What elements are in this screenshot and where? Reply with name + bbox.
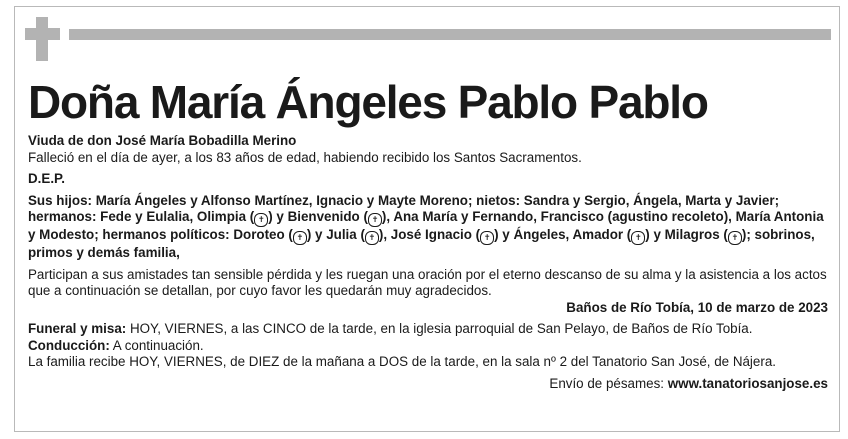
cross-icon-bar: [25, 28, 60, 40]
deceased-name: Doña María Ángeles Pablo Pablo: [28, 76, 708, 128]
cross-icon: ✝: [631, 231, 645, 245]
family-text: ) y Julia (: [306, 227, 365, 242]
cross-icon: ✝: [480, 231, 494, 245]
widow-line: Viuda de don José María Bobadilla Merino: [28, 133, 297, 148]
condolences-label: Envío de pésames:: [549, 375, 668, 391]
header-bar: [69, 29, 831, 40]
cross-icon: ✝: [254, 213, 268, 227]
family-text: ); sobrinos, primos y demás familia,: [28, 227, 815, 260]
cross-icon: ✝: [728, 231, 742, 245]
family-list: [28, 193, 828, 262]
cross-icon: ✝: [365, 231, 379, 245]
funeral-line: [28, 321, 828, 338]
conduccion-text: A continuación.: [109, 337, 204, 353]
family-text: ), José Ignacio (: [378, 227, 481, 242]
notice-body: [28, 133, 828, 392]
condolences-line: [28, 376, 828, 393]
family-text: ), Ana María y Fernando, Francisco (agustino recoleto), María Antonia y Modesto; hermanos políticos: Doroteo (: [28, 209, 824, 242]
cross-icon: ✝: [293, 231, 307, 245]
dep-line: D.E.P.: [28, 171, 65, 186]
cross-icon: ✝: [368, 213, 382, 227]
family-text: ) y Ángeles, Amador (: [494, 227, 632, 242]
invitation-text: Participan a sus amistades tan sensible pérdida y les ruegan una oración por el eterno descanso de su alma y la asistencia a los actos que a continuación se detallan, por cuyo favor les quedarán muy agradecidos.: [28, 266, 827, 298]
family-text: ) y Bienvenido (: [268, 209, 368, 224]
family-reception: La familia recibe HOY, VIERNES, de DIEZ de la mañana a DOS de la tarde, en la sala nº 2 del Tanatorio San José, de Nájera.: [28, 354, 776, 369]
death-notice: Falleció en el día de ayer, a los 83 años de edad, habiendo recibido los Santos Sacramentos.: [28, 149, 582, 165]
funeral-text: HOY, VIERNES, a las CINCO de la tarde, en la iglesia parroquial de San Pelayo, de Baños de Río Tobía.: [126, 321, 753, 336]
funeral-label: Funeral y misa:: [28, 321, 127, 336]
family-text: ) y Milagros (: [645, 227, 728, 242]
condolences-link[interactable]: www.tanatoriosanjose.es: [667, 375, 828, 391]
family-text: Sus hijos: María Ángeles y Alfonso Martínez, Ignacio y Mayte Moreno; nietos: Sandra y Sergio, Ángela, Marta y Javier; hermanos: Fede y Eulalia, Olimpia (: [28, 192, 780, 224]
conduccion-line: [28, 338, 828, 355]
place-date: Baños de Río Tobía, 10 de marzo de 2023: [566, 299, 828, 315]
conduccion-label: Conducción:: [28, 337, 110, 353]
